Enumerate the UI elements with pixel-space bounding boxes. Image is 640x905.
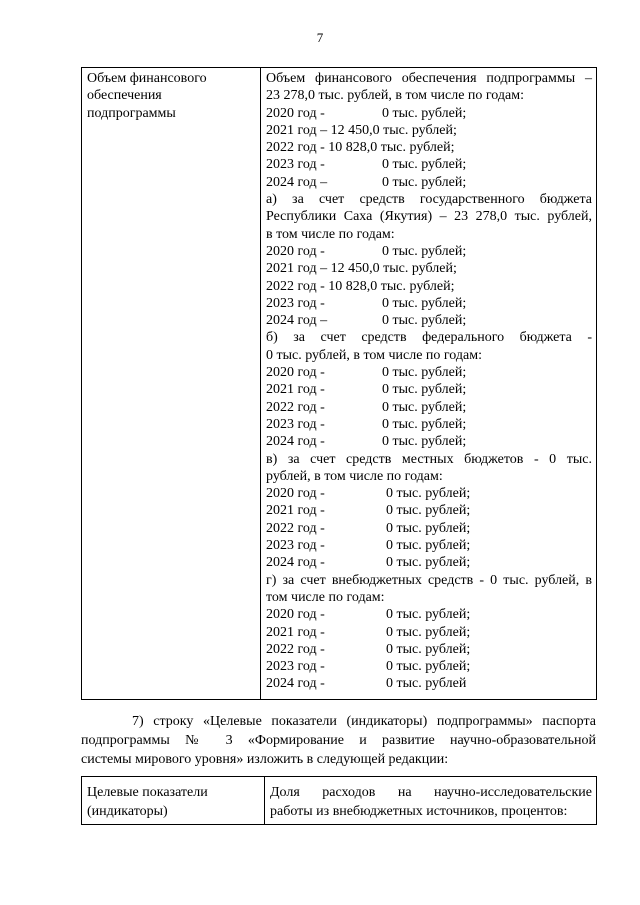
- year-line: [266, 485, 592, 502]
- text-line: том числе по годам:: [266, 589, 385, 605]
- year-label: 2020 год -: [266, 105, 325, 121]
- financing-value-cell: [261, 68, 597, 700]
- year-label: 2022 год - 10 828,0 тыс. рублей;: [266, 140, 455, 156]
- year-label: 2023 год -: [266, 157, 325, 173]
- year-line: [266, 416, 592, 433]
- indicators-label-cell: [82, 777, 265, 825]
- year-label: 2024 год -: [266, 555, 325, 571]
- year-amount: 0 тыс. рублей;: [382, 105, 467, 121]
- year-line: [266, 433, 592, 450]
- year-amount: 0 тыс. рублей;: [386, 520, 471, 536]
- year-line: [266, 174, 592, 191]
- year-label: 2024 год -: [266, 676, 325, 692]
- year-line: [266, 641, 592, 658]
- indicators-value-cell: [265, 777, 597, 825]
- paragraph-line: подпрограммы № 3 «Формирование и развитие научно-образовательной: [81, 733, 596, 748]
- year-amount: 0 тыс. рублей;: [386, 624, 471, 640]
- text-line: г) за счет внебюджетных средств - 0 тыс. рублей, в: [266, 572, 592, 588]
- label-line: Объем финансового: [87, 71, 207, 86]
- year-line: [266, 295, 592, 312]
- year-amount: 0 тыс. рублей;: [382, 382, 467, 398]
- text-line: рублей, в том числе по годам:: [266, 468, 443, 484]
- text-line: в) за счет средств местных бюджетов - 0 тыс.: [266, 451, 592, 467]
- year-amount: 0 тыс. рублей;: [386, 641, 471, 657]
- year-label: 2022 год -: [266, 520, 325, 536]
- year-line: [266, 381, 592, 398]
- page-number: 7: [316, 30, 324, 45]
- year-amount: 0 тыс. рублей;: [382, 174, 467, 190]
- year-line: [266, 156, 592, 173]
- year-amount: 0 тыс. рублей;: [382, 313, 467, 329]
- year-line: [266, 105, 592, 122]
- year-amount: 0 тыс. рублей;: [386, 607, 471, 623]
- year-label: 2024 год –: [266, 174, 328, 190]
- year-label: 2023 год -: [266, 538, 325, 554]
- year-amount: 0 тыс. рублей;: [382, 434, 467, 450]
- year-label: 2024 год –: [266, 313, 328, 329]
- text-line: в том числе по годам:: [266, 226, 395, 242]
- year-line: [266, 243, 592, 260]
- year-label: 2023 год -: [266, 659, 325, 675]
- year-label: 2021 год -: [266, 503, 325, 519]
- text-line: Объем финансового обеспечения подпрограммы –: [266, 71, 592, 86]
- year-label: 2021 год – 12 450,0 тыс. рублей;: [266, 122, 457, 138]
- year-label: 2021 год -: [266, 624, 325, 640]
- paragraph-line: системы мирового уровня» изложить в следующей редакции:: [81, 752, 449, 767]
- year-amount: 0 тыс. рублей;: [382, 416, 467, 432]
- year-label: 2022 год -: [266, 399, 325, 415]
- year-line: [266, 658, 592, 675]
- year-amount: 0 тыс. рублей;: [386, 503, 471, 519]
- year-label: 2023 год -: [266, 295, 325, 311]
- year-amount: 0 тыс. рублей;: [382, 157, 467, 173]
- year-label: 2024 год -: [266, 434, 325, 450]
- year-label: 2020 год -: [266, 486, 325, 502]
- year-amount: 0 тыс. рублей;: [386, 659, 471, 675]
- year-line: [266, 364, 592, 381]
- paragraph-line: 7) строку «Целевые показатели (индикаторы) подпрограммы» паспорта: [132, 714, 596, 729]
- text-line: 23 278,0 тыс. рублей, в том числе по годам:: [266, 88, 524, 104]
- year-line: [266, 554, 592, 571]
- year-amount: 0 тыс. рублей;: [386, 538, 471, 554]
- label-line: подпрограммы: [87, 105, 176, 121]
- text-line: работы из внебюджетных источников, процентов:: [270, 804, 568, 819]
- year-label: 2020 год -: [266, 607, 325, 623]
- table-row: [82, 68, 597, 700]
- text-line: а) за счет средств государственного бюджета: [266, 192, 592, 208]
- year-amount: 0 тыс. рублей;: [382, 365, 467, 381]
- year-line: [266, 260, 592, 277]
- year-amount: 0 тыс. рублей: [386, 676, 467, 692]
- year-line: [266, 122, 592, 139]
- year-line: [266, 537, 592, 554]
- year-line: [266, 520, 592, 537]
- year-line: [266, 399, 592, 416]
- year-amount: 0 тыс. рублей;: [386, 486, 471, 502]
- year-label: 2021 год – 12 450,0 тыс. рублей;: [266, 261, 457, 277]
- year-label: 2021 год -: [266, 382, 325, 398]
- year-amount: 0 тыс. рублей;: [382, 295, 467, 311]
- year-amount: 0 тыс. рублей;: [382, 243, 467, 259]
- text-line: 0 тыс. рублей, в том числе по годам:: [266, 347, 482, 363]
- label-line: обеспечения: [87, 88, 162, 104]
- year-line: [266, 278, 592, 295]
- financing-label-cell: [82, 68, 261, 700]
- year-line: [266, 139, 592, 156]
- year-line: [266, 606, 592, 623]
- financing-table: [81, 67, 597, 700]
- year-line: [266, 502, 592, 519]
- text-line: б) за счет средств федерального бюджета -: [266, 330, 592, 346]
- amendment-paragraph: [81, 712, 596, 769]
- year-label: 2022 год -: [266, 641, 325, 657]
- year-label: 2020 год -: [266, 365, 325, 381]
- label-line: Целевые показатели: [87, 785, 208, 800]
- year-amount: 0 тыс. рублей;: [382, 399, 467, 415]
- table-row: [82, 777, 597, 825]
- year-line: [266, 624, 592, 641]
- text-line: Республики Саха (Якутия) – 23 278,0 тыс. рублей,: [266, 209, 592, 225]
- year-label: 2022 год - 10 828,0 тыс. рублей;: [266, 278, 455, 294]
- label-line: (индикаторы): [87, 804, 168, 819]
- year-amount: 0 тыс. рублей;: [386, 555, 471, 571]
- year-line: [266, 675, 592, 692]
- year-label: 2023 год -: [266, 416, 325, 432]
- year-label: 2020 год -: [266, 243, 325, 259]
- year-line: [266, 312, 592, 329]
- indicators-table: [81, 776, 597, 825]
- text-line: Доля расходов на научно-исследовательские: [270, 785, 592, 800]
